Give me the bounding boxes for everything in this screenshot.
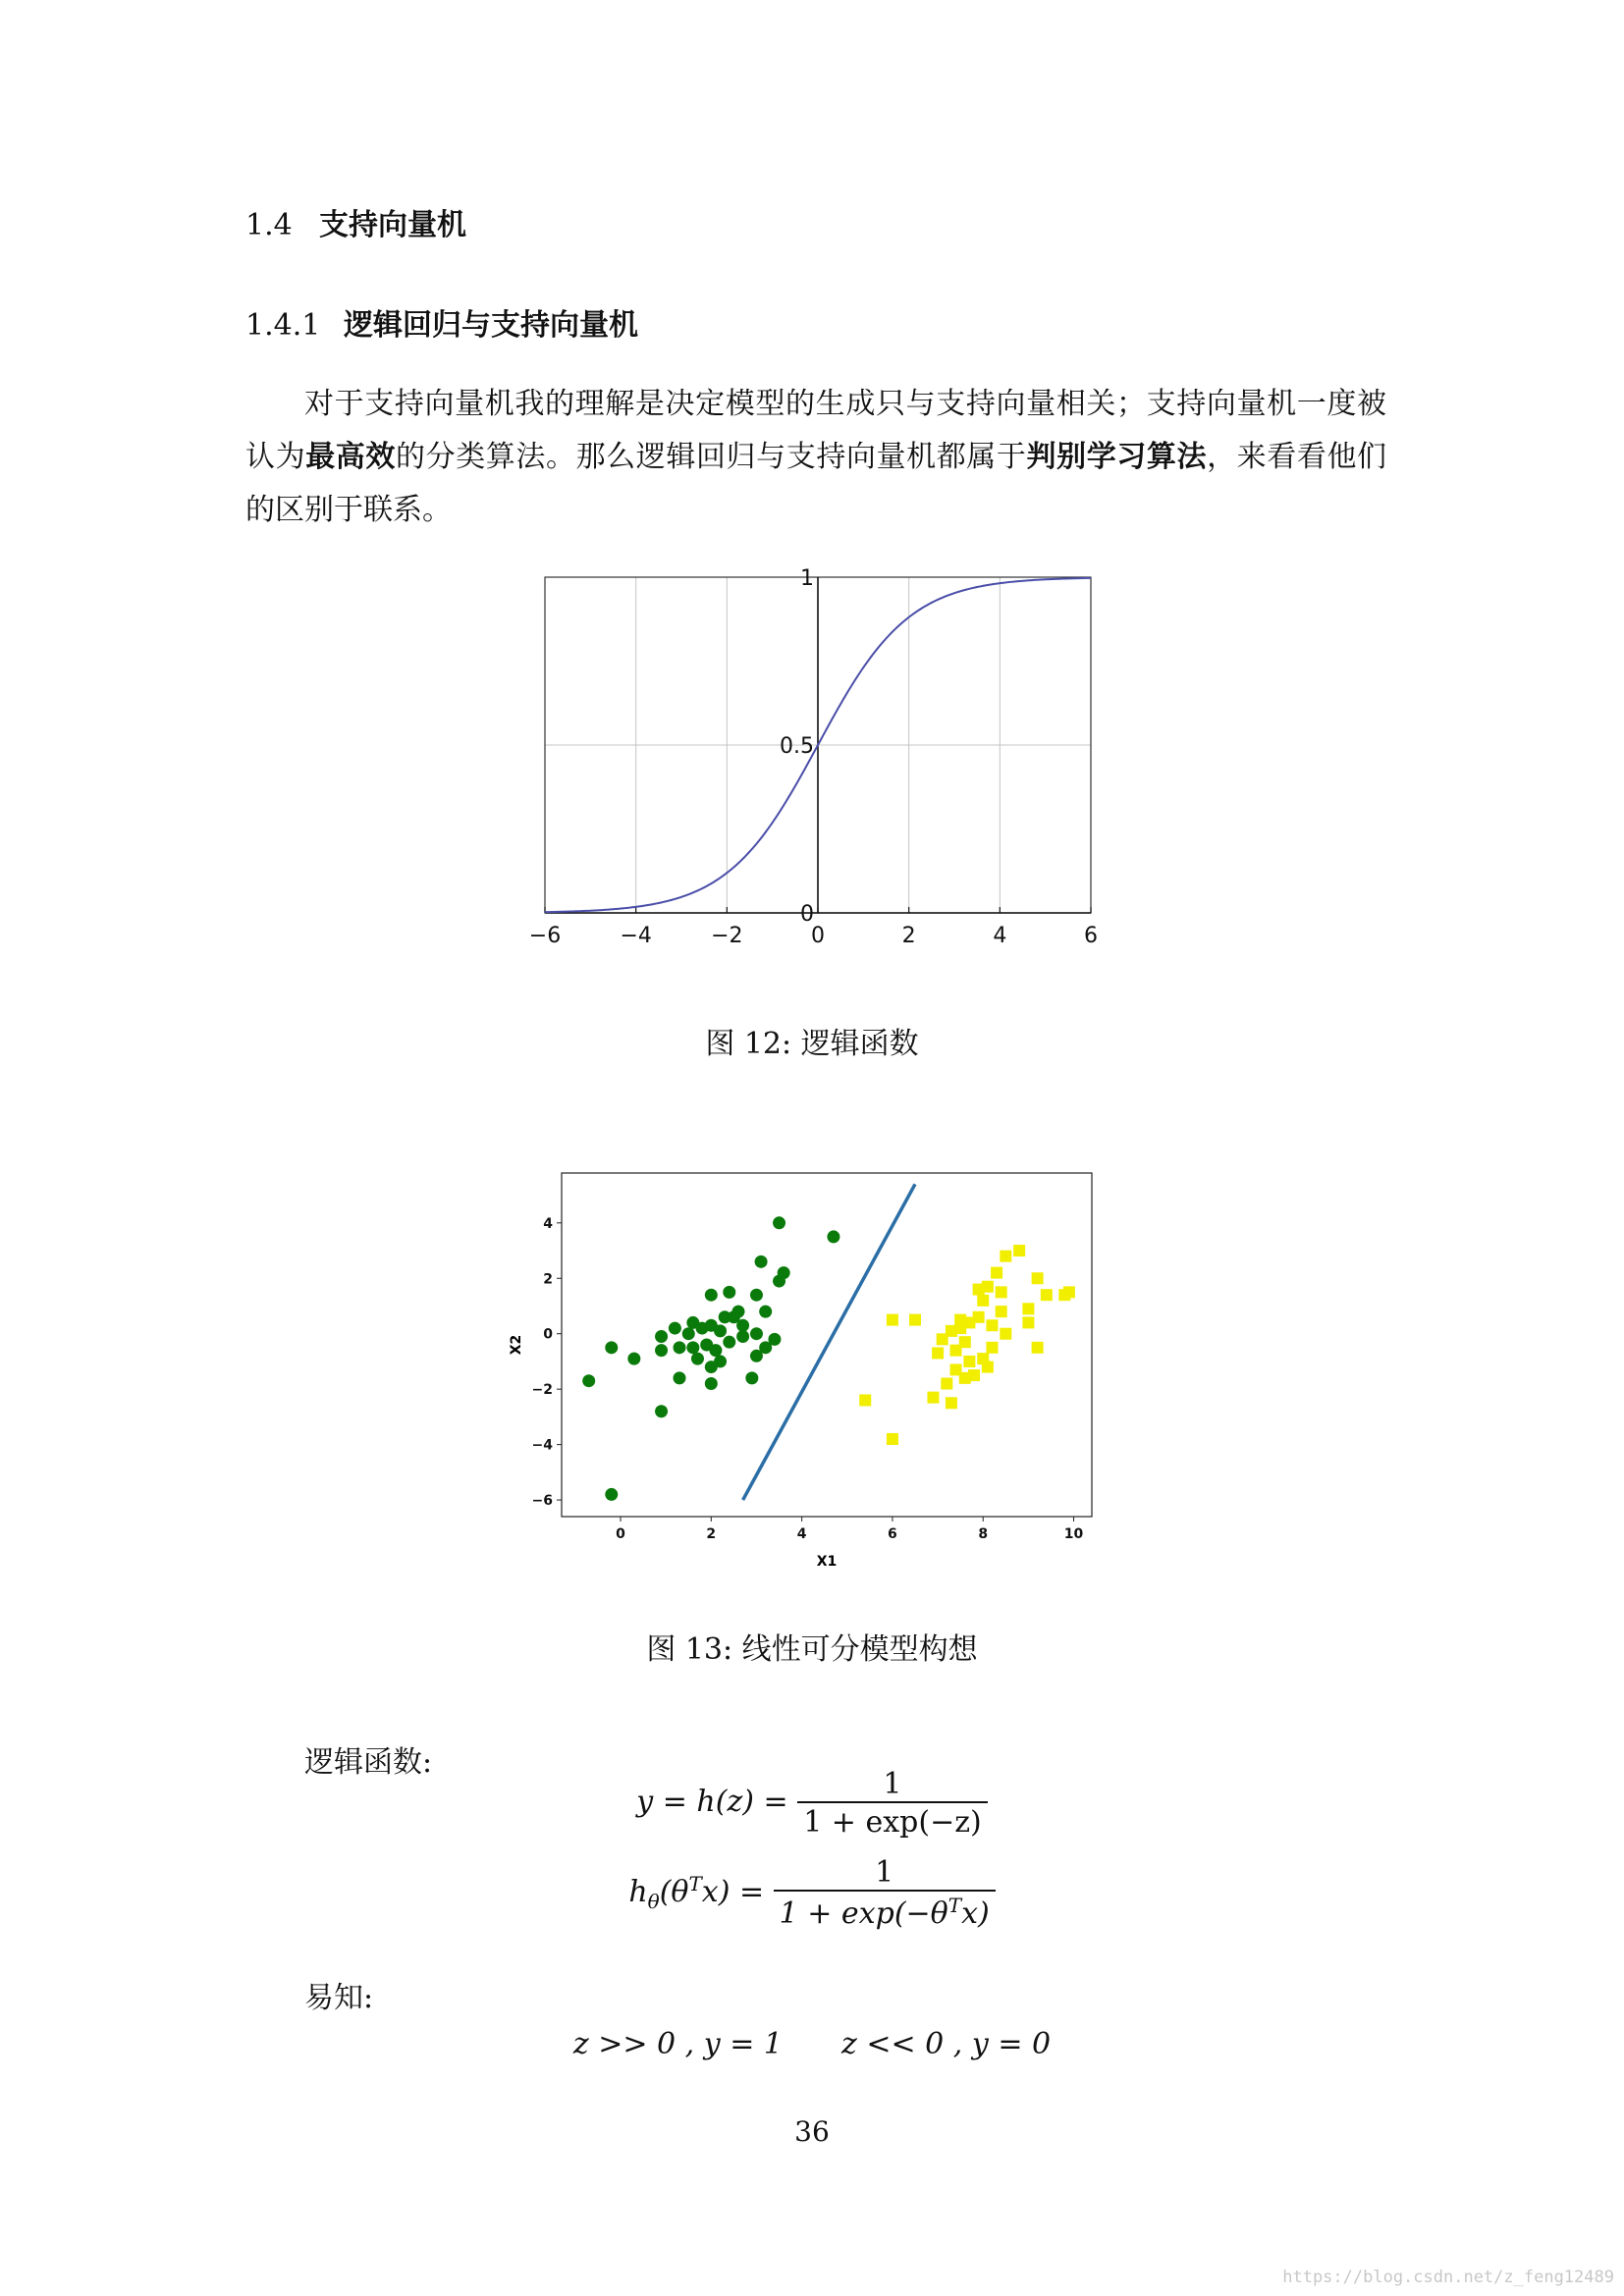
green-point — [691, 1353, 704, 1365]
eq2-denominator — [774, 1890, 996, 1931]
paragraph-text-1: 对于支持向量机我的理解是决定模型的生成只与支持向量相关；支持向量机一度被认为 — [245, 387, 1386, 474]
x-tick-label: 0 — [616, 1526, 625, 1542]
yellow-point — [996, 1286, 1007, 1298]
yellow-point — [954, 1314, 966, 1326]
eq2-numerator: 1 — [875, 1855, 894, 1890]
eq2-fraction — [774, 1855, 996, 1931]
green-point — [605, 1341, 618, 1354]
green-point — [736, 1330, 749, 1343]
subsection-title: 逻辑回归与支持向量机 — [344, 308, 638, 343]
x-tick-label: 4 — [796, 1526, 807, 1542]
yellow-point — [909, 1314, 921, 1326]
green-point — [605, 1488, 618, 1501]
y-tick-label: 1 — [800, 566, 814, 591]
x-tick-label: 4 — [993, 924, 1007, 948]
figure-13-caption: 图 13: 线性可分模型构想 — [646, 1632, 978, 1667]
eq2-den-post: x) — [961, 1896, 990, 1931]
yellow-point — [982, 1362, 994, 1373]
yellow-point — [887, 1314, 898, 1326]
green-point — [750, 1350, 763, 1362]
eq1-denominator: 1 + exp(−z) — [797, 1801, 988, 1840]
green-point — [728, 1310, 740, 1323]
eq2-theta-sub: θ — [647, 1889, 660, 1913]
eq3-left: z >> 0 , y = 1 — [572, 2027, 783, 2061]
y-tick-label: 4 — [543, 1215, 553, 1232]
eq3-right: z << 0 , y = 0 — [841, 2027, 1052, 2061]
yellow-point — [1000, 1251, 1011, 1262]
logistic-label: 逻辑函数: — [304, 1745, 433, 1780]
bold-term-discriminative: 判别学习算法 — [1026, 440, 1208, 474]
yellow-point — [963, 1356, 975, 1367]
x-tick-label: 10 — [1063, 1526, 1084, 1542]
green-point — [723, 1336, 735, 1349]
green-point — [655, 1344, 668, 1357]
green-point — [745, 1371, 758, 1384]
yellow-point — [950, 1345, 962, 1357]
eq2-h: h — [628, 1874, 648, 1909]
separating-line — [743, 1184, 915, 1500]
green-point — [759, 1306, 772, 1318]
figure-13-chart — [491, 1168, 1110, 1580]
eq2-paren: (θ — [659, 1874, 689, 1909]
green-point — [674, 1371, 686, 1384]
section-heading — [245, 200, 466, 243]
yellow-point — [1022, 1303, 1034, 1314]
yellow-point — [973, 1284, 985, 1296]
eq2-den-sup: T — [947, 1894, 962, 1917]
section-number: 1.4 — [245, 208, 293, 242]
x-tick-label: −6 — [528, 924, 562, 948]
green-point — [773, 1216, 785, 1229]
y-tick-label: 0.5 — [780, 734, 814, 759]
green-point — [714, 1324, 727, 1337]
y-tick-label: −6 — [531, 1493, 553, 1510]
equation-1 — [0, 1767, 1624, 1840]
x-tick-label: 6 — [888, 1526, 897, 1542]
y-tick-label: −4 — [531, 1437, 553, 1454]
paragraph-text-3: ，来看看他们的区别于联系。 — [245, 440, 1387, 527]
x-tick-label: 2 — [901, 924, 916, 948]
eq1-lhs: y = h(z) = — [636, 1785, 788, 1819]
x-axis-label: X1 — [816, 1554, 838, 1570]
x-tick-label: 2 — [706, 1526, 717, 1542]
yellow-point — [941, 1378, 952, 1390]
eq2-den-pre: 1 + exp(−θ — [779, 1896, 948, 1931]
bold-term-efficient: 最高效 — [305, 440, 396, 474]
green-point — [705, 1377, 718, 1390]
eq1-numerator: 1 — [883, 1767, 902, 1801]
figure-12-caption: 图 12: 逻辑函数 — [705, 1027, 919, 1061]
x-tick-labels — [529, 924, 1098, 948]
green-point — [709, 1344, 722, 1357]
body-paragraph — [245, 378, 1386, 537]
y-tick-labels — [780, 566, 814, 927]
figure-12-chart — [520, 560, 1110, 972]
yellow-point — [991, 1267, 1002, 1279]
yellow-point — [1041, 1289, 1053, 1301]
yellow-point — [946, 1397, 957, 1409]
yellow-point — [977, 1295, 989, 1307]
green-point — [714, 1355, 727, 1367]
yellow-point — [927, 1392, 939, 1404]
section-title: 支持向量机 — [319, 208, 466, 242]
green-point — [827, 1230, 839, 1243]
yellow-point — [1022, 1316, 1034, 1328]
yellow-point — [1000, 1328, 1011, 1340]
x-tick-label: 6 — [1084, 924, 1098, 948]
y-tick-label: 0 — [800, 902, 814, 927]
paragraph-text-2: 的分类算法。那么逻辑回归与支持向量机都属于 — [396, 440, 1027, 474]
equation-2 — [0, 1855, 1624, 1931]
yellow-point — [996, 1306, 1007, 1317]
y-tick-label: 2 — [543, 1271, 553, 1288]
yellow-point — [887, 1433, 898, 1445]
green-point — [750, 1327, 763, 1340]
green-point — [669, 1322, 681, 1335]
green-class-points — [582, 1216, 839, 1501]
eq2-lhs — [628, 1871, 765, 1913]
yellow-point — [986, 1319, 998, 1331]
watermark: https://blog.csdn.net/z_feng12489 — [1282, 2268, 1614, 2287]
x-tick-label: 0 — [811, 924, 825, 948]
easy-label: 易知: — [304, 1981, 374, 2015]
yellow-point — [859, 1394, 871, 1406]
eq2-lhs-end: x) = — [701, 1874, 765, 1909]
yellow-point — [1013, 1245, 1025, 1256]
yellow-class-points — [859, 1245, 1075, 1445]
x-tick-label: −2 — [711, 924, 743, 948]
green-point — [755, 1255, 768, 1268]
green-point — [723, 1286, 735, 1299]
green-point — [705, 1289, 718, 1302]
green-point — [686, 1341, 699, 1354]
subsection-number: 1.4.1 — [245, 308, 321, 343]
green-point — [682, 1327, 695, 1340]
green-point — [696, 1322, 709, 1335]
yellow-point — [1032, 1272, 1044, 1284]
subsection-heading — [245, 300, 638, 344]
yellow-point — [1058, 1289, 1070, 1301]
y-tick-label: 0 — [543, 1326, 553, 1343]
green-point — [627, 1353, 640, 1365]
eq2-sup: T — [688, 1871, 702, 1896]
green-point — [773, 1275, 785, 1288]
y-tick-label: −2 — [531, 1382, 553, 1399]
page-number: 36 — [794, 2115, 830, 2148]
green-point — [674, 1341, 686, 1354]
green-point — [655, 1330, 668, 1343]
green-point — [655, 1405, 668, 1417]
eq1-fraction — [797, 1767, 988, 1840]
yellow-point — [959, 1372, 971, 1384]
x-tick-label: −4 — [620, 924, 652, 948]
x-tick-label: 8 — [978, 1526, 989, 1542]
green-point — [750, 1289, 763, 1302]
y-axis-label: X2 — [509, 1334, 524, 1356]
equation-3 — [0, 2027, 1624, 2061]
yellow-point — [937, 1333, 948, 1345]
yellow-point — [986, 1342, 998, 1354]
yellow-point — [1032, 1342, 1044, 1354]
green-point — [582, 1374, 595, 1387]
yellow-point — [932, 1347, 944, 1359]
